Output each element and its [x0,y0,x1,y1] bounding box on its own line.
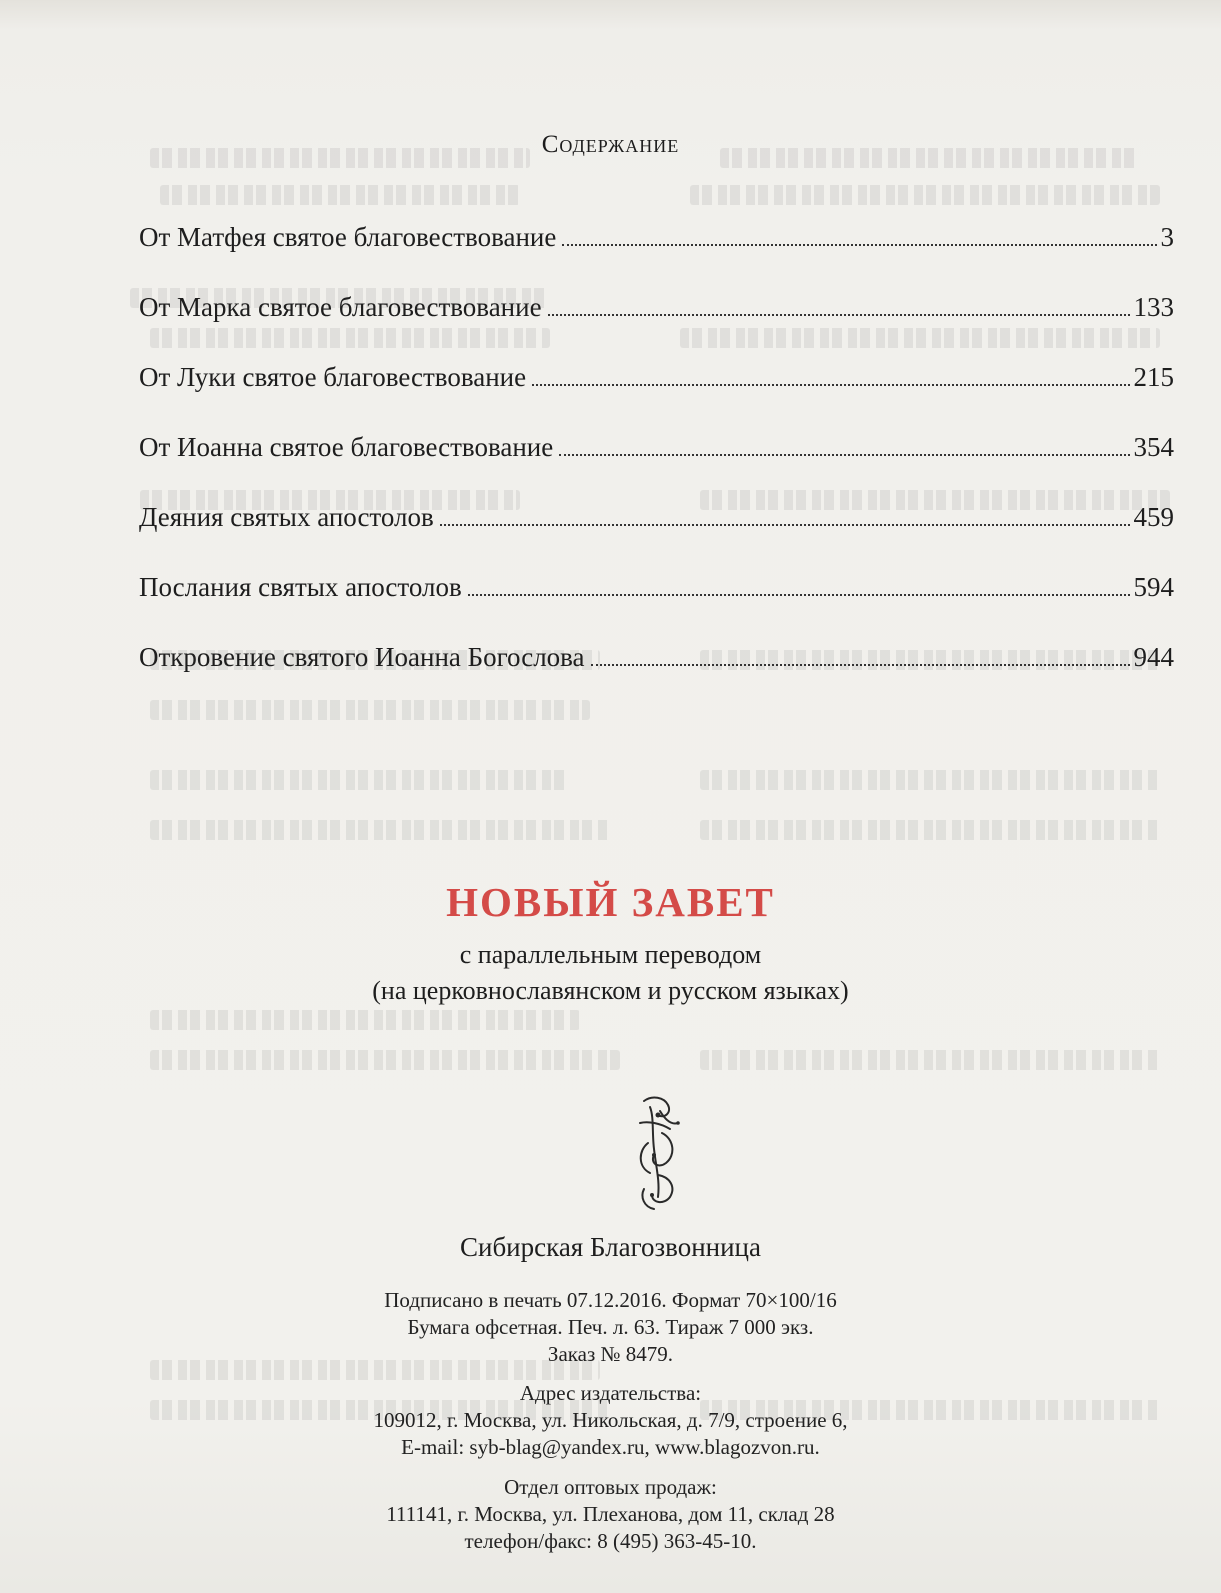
toc-entry-label: Откровение святого Иоанна Богослова [139,642,585,672]
toc-entry-page: 354 [1133,432,1174,462]
toc-entry-label: От Луки святое благовествование [139,362,527,392]
toc-entry[interactable] [139,432,1174,502]
book-subtitle-languages: (на церковнославянском и русском языках) [372,976,849,1005]
book-title: НОВЫЙ ЗАВЕТ [446,879,775,925]
publisher-emblem-icon [630,1093,684,1213]
toc-entry-page: 133 [1133,292,1174,322]
imprint-sales-address: 111141, г. Москва, ул. Плеханова, дом 11, склад 28 [386,1502,835,1526]
toc-entry-page: 215 [1133,362,1174,392]
toc-entry-label: От Матфея святое благовествование [139,222,557,252]
toc-entry-label: Послания святых апостолов [139,572,462,602]
imprint-sales-heading: Отдел оптовых продаж: [504,1475,717,1499]
toc-entry-page: 944 [1133,642,1174,672]
toc-leader-dots [591,664,1130,666]
toc-entry[interactable] [139,292,1174,362]
imprint-address-heading: Адрес издательства: [519,1381,702,1405]
toc-heading: Содержание [541,131,680,158]
toc-leader-dots [440,524,1130,526]
toc-entry[interactable] [139,222,1174,292]
toc-entry[interactable] [139,502,1174,572]
table-of-contents [139,222,1174,712]
imprint-paper-info: Бумага офсетная. Печ. л. 63. Тираж 7 000 экз. [407,1315,814,1339]
toc-entry-label: От Марка святое благовествование [139,292,542,322]
imprint-signed-date: Подписано в печать 07.12.2016. Формат 70×100/16 [384,1288,837,1312]
book-subtitle: с параллельным переводом [459,940,762,969]
toc-entry-label: Деяния святых апостолов [139,502,434,532]
toc-leader-dots [562,244,1156,246]
imprint-address: 109012, г. Москва, ул. Никольская, д. 7/9, строение 6, [373,1408,848,1432]
toc-leader-dots [532,384,1129,386]
toc-entry-label: От Иоанна святое благовествование [139,432,554,462]
imprint-phone: телефон/факс: 8 (495) 363-45-10. [464,1529,757,1553]
toc-entry-page: 594 [1133,572,1174,602]
toc-leader-dots [548,314,1130,316]
toc-leader-dots [468,594,1130,596]
imprint-contacts: E-mail: syb-blag@yandex.ru, www.blagozvon.ru. [401,1435,820,1459]
imprint-order-number: Заказ № 8479. [547,1342,674,1366]
toc-entry[interactable] [139,642,1174,712]
toc-entry-page: 3 [1160,222,1174,252]
toc-entry-page: 459 [1133,502,1174,532]
toc-leader-dots [559,454,1129,456]
toc-entry[interactable] [139,362,1174,432]
toc-entry[interactable] [139,572,1174,642]
publisher-name: Сибирская Благозвонница [459,1232,761,1262]
